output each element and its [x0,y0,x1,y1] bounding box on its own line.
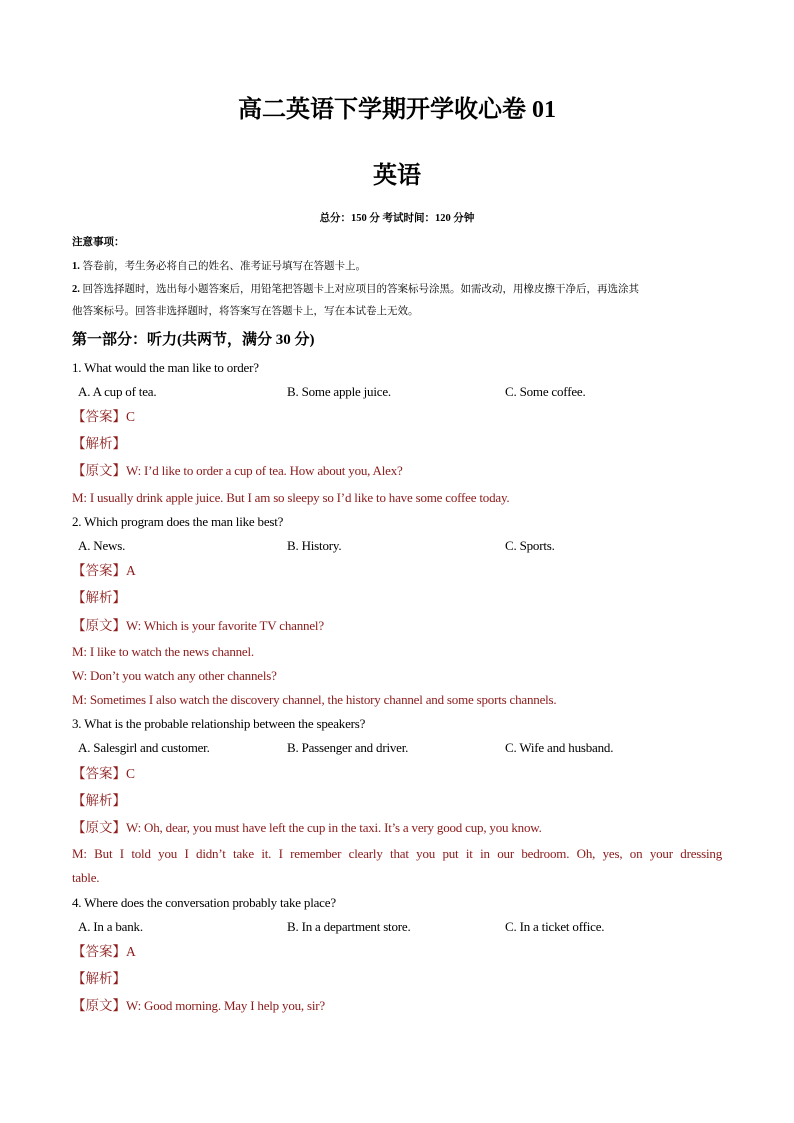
question-2-dialog-line: W: Don’t you watch any other channels? [72,668,277,683]
question-3-answer [72,765,722,783]
notice-item-1-text: 答卷前，考生务必将自己的姓名、准考证号填写在答题卡上。 [79,261,366,272]
option-a: A. In a bank. [78,919,143,934]
option-c: C. Some coffee. [505,384,586,399]
notice-item-2-num: 2. [72,284,80,295]
original-label: 【原文】 [72,618,126,633]
question-1-dialog-line: M: I usually drink apple juice. But I am so sleepy so I’d like to have some coffee today. [72,490,510,505]
notice-item-2-text-line1: 回答选择题时，选出每小题答案后，用铅笔把答题卡上对应项目的答案标号涂黑。如需改动，用橡皮擦干净后，再选涂其 [79,284,639,295]
notice-item-2-line2: 他答案标号。回答非选择题时，将答案写在答题卡上，写在本试卷上无效。 [72,306,419,317]
question-1-answer [72,408,722,426]
question-2-dialog-line: M: I like to watch the news channel. [72,644,254,659]
notice-item-2 [72,279,722,301]
question-1-analysis: 【解析】 [72,436,126,451]
original-text: W: Oh, dear, you must have left the cup in the taxi. It’s a very good cup, you know. [126,820,542,835]
option-a: A. A cup of tea. [78,384,157,399]
option-a: A. News. [78,538,126,553]
notice-item-1-num: 1. [72,261,80,272]
section-title: 第一部分：听力(共两节，满分 30 分) [72,332,315,348]
question-2-stem: 2. Which program does the man like best? [72,514,284,529]
question-2-original [72,617,722,635]
question-2-dialog-line: M: Sometimes I also watch the discovery channel, the history channel and some sports channels. [72,692,557,707]
original-text: W: Good morning. May I help you, sir? [126,998,326,1013]
original-label: 【原文】 [72,820,126,835]
answer-value: A [126,563,136,578]
option-c: C. Sports. [505,538,555,553]
question-4-analysis: 【解析】 [72,971,126,986]
original-text: W: I’d like to order a cup of tea. How about you, Alex? [126,463,403,478]
question-1-original [72,462,722,480]
answer-label: 【答案】 [72,409,126,424]
exam-meta: 总分：150 分 考试时间：120 分钟 [319,213,475,224]
answer-label: 【答案】 [72,944,126,959]
answer-value: C [126,766,136,781]
original-label: 【原文】 [72,998,126,1013]
option-b: B. In a department store. [287,919,411,934]
question-1-stem: 1. What would the man like to order? [72,360,259,375]
notice-heading: 注意事项： [72,237,125,248]
option-b: B. History. [287,538,342,553]
question-3-original [72,819,722,837]
question-3-dialog-line: table. [72,870,100,885]
notice-item-1 [72,256,722,278]
answer-value: A [126,944,136,959]
question-4-stem: 4. Where does the conversation probably take place? [72,895,336,910]
option-b: B. Some apple juice. [287,384,391,399]
question-3-dialog-line: M: But I told you I didn’t take it. I remember clearly that you put it in our bedroom. Oh, yes, on your dressing [72,846,722,861]
answer-value: C [126,409,136,424]
question-2-analysis: 【解析】 [72,590,126,605]
question-4-original [72,997,722,1015]
option-b: B. Passenger and driver. [287,740,409,755]
option-c: C. Wife and husband. [505,740,614,755]
option-a: A. Salesgirl and customer. [78,740,210,755]
option-c: C. In a ticket office. [505,919,605,934]
exam-title: 高二英语下学期开学收心卷 01 [238,97,556,123]
question-3-analysis: 【解析】 [72,793,126,808]
subject-title: 英语 [373,163,421,189]
original-label: 【原文】 [72,463,126,478]
original-text: W: Which is your favorite TV channel? [126,618,324,633]
answer-label: 【答案】 [72,766,126,781]
question-3-stem: 3. What is the probable relationship between the speakers? [72,716,366,731]
answer-label: 【答案】 [72,563,126,578]
question-4-answer [72,943,722,961]
question-2-answer [72,562,722,580]
